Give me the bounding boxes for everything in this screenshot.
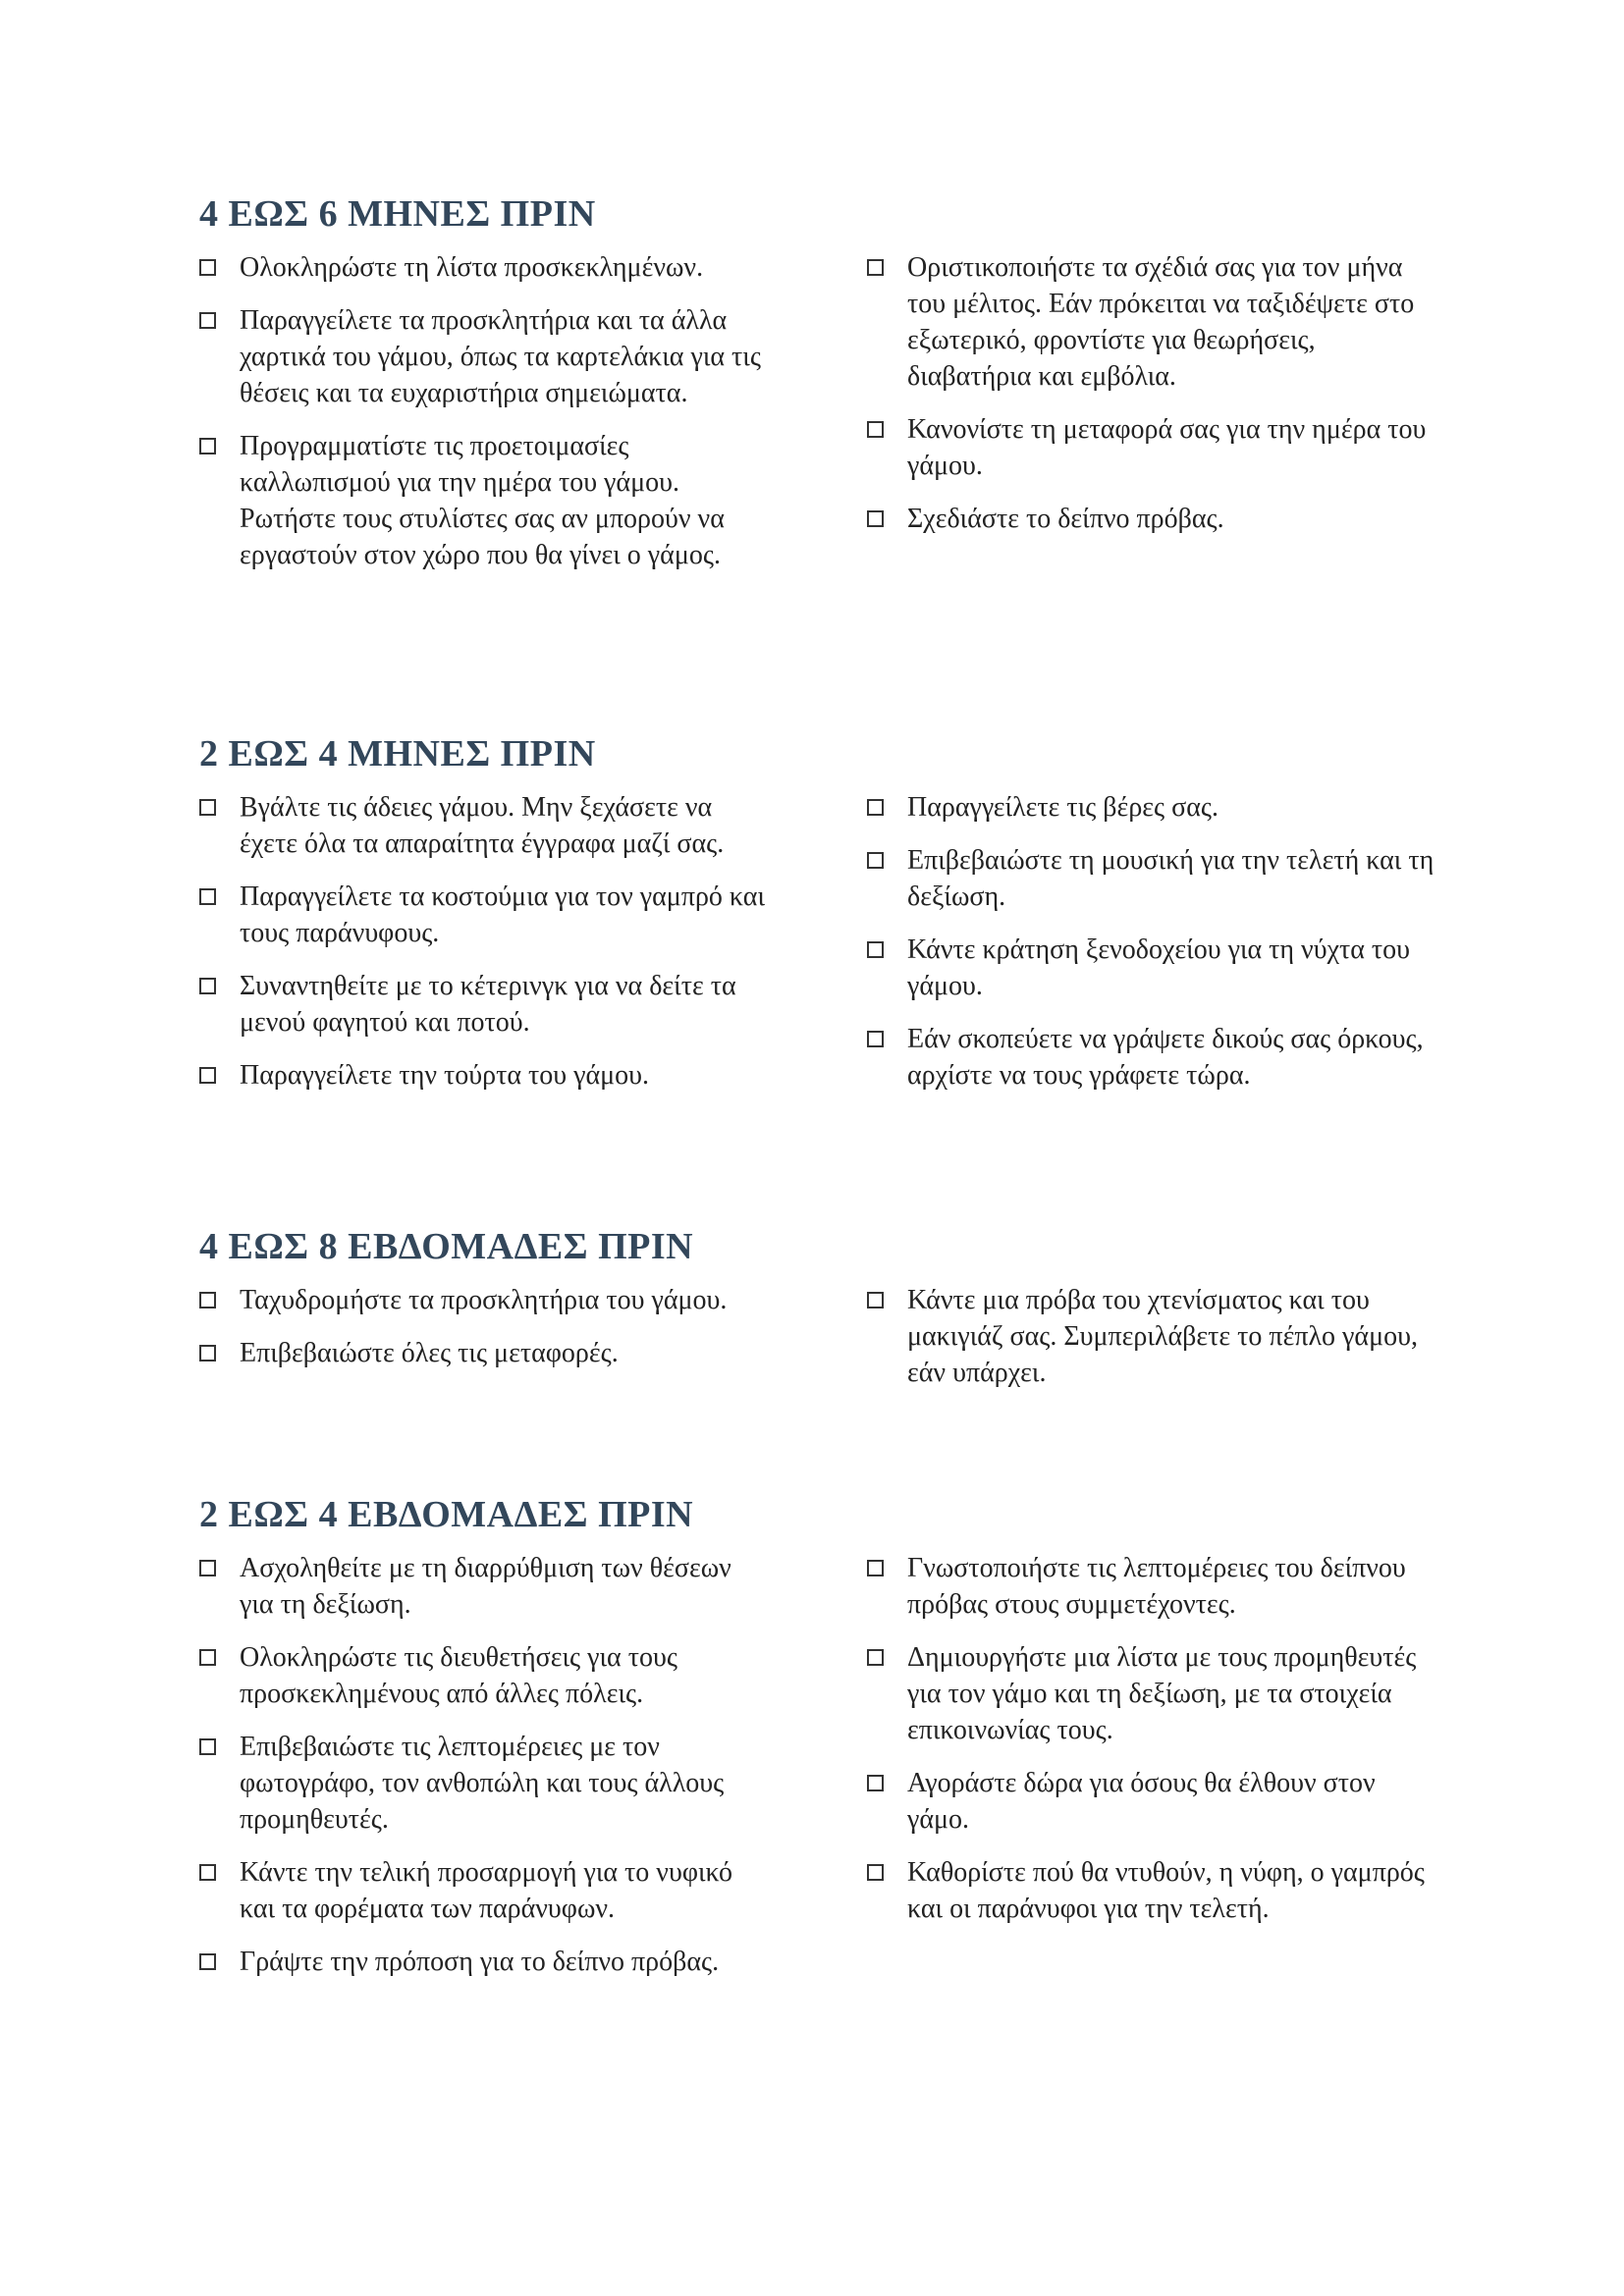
section-2-4-weeks (199, 1493, 1446, 1997)
checklist-item (199, 1854, 769, 1927)
right-column (867, 249, 1436, 590)
checklist-item (867, 1854, 1436, 1927)
checkbox[interactable] (199, 1864, 216, 1881)
checkbox[interactable] (867, 421, 884, 438)
checkbox[interactable] (199, 799, 216, 816)
item-text: Συναντηθείτε με το κέτερινγκ για να δείτε τα μενού φαγητού και ποτού. (240, 971, 736, 1038)
item-text: Εάν σκοπεύετε να γράψετε δικούς σας όρκους, αρχίστε να τους γράφετε τώρα. (907, 1024, 1424, 1091)
item-text: Επιβεβαιώστε όλες τις μεταφορές. (240, 1338, 619, 1368)
checkbox[interactable] (199, 1649, 216, 1666)
item-text: Γνωστοποιήστε τις λεπτομέρειες του δείπνου πρόβας στους συμμετέχοντες. (907, 1553, 1406, 1620)
checkbox[interactable] (867, 1864, 884, 1881)
item-text: Ασχοληθείτε με τη διαρρύθμιση των θέσεων για τη δεξίωση. (240, 1553, 731, 1620)
checklist-item (199, 1057, 769, 1094)
item-text: Καθορίστε πού θα ντυθούν, η νύφη, ο γαμπρός και οι παράνυφοι για την τελετή. (907, 1857, 1425, 1924)
item-text: Παραγγείλετε τα προσκλητήρια και τα άλλα χαρτικά του γάμου, όπως τα καρτελάκια για τις θέσεις και τα ευχαριστήρια σημειώματα. (240, 305, 761, 408)
checkbox[interactable] (867, 259, 884, 276)
checkbox[interactable] (867, 799, 884, 816)
section-title: 2 ΕΩΣ 4 ΜΗΝΕΣ ΠΡΙΝ (199, 733, 596, 774)
item-text: Παραγγείλετε τις βέρες σας. (907, 792, 1218, 823)
left-column (199, 1550, 769, 1997)
right-column (867, 789, 1436, 1110)
item-text: Αγοράστε δώρα για όσους θα έλθουν στον γάμο. (907, 1768, 1376, 1835)
checkbox[interactable] (199, 1738, 216, 1755)
checkbox[interactable] (199, 1953, 216, 1970)
left-column (199, 789, 769, 1110)
checklist-item (867, 1639, 1436, 1748)
item-text: Παραγγείλετε την τούρτα του γάμου. (240, 1060, 650, 1091)
checklist-item (199, 1944, 769, 1980)
section-4-6-months (199, 192, 1446, 590)
item-text: Κάντε μια πρόβα του χτενίσματος και του μακιγιάζ σας. Συμπεριλάβετε το πέπλο γάμου, εάν υπάρχει. (907, 1285, 1418, 1388)
checklist-item (867, 1021, 1436, 1094)
checklist-item (199, 1729, 769, 1838)
section-title: 4 ΕΩΣ 8 ΕΒΔΟΜΑΔΕΣ ΠΡΙΝ (199, 1226, 694, 1267)
item-text: Ολοκληρώστε τις διευθετήσεις για τους προσκεκλημένους από άλλες πόλεις. (240, 1642, 677, 1709)
item-text: Προγραμματίστε τις προετοιμασίες καλλωπισμού για την ημέρα του γάμου. Ρωτήστε τους στυλίστες σας αν μπορούν να εργαστούν στον χώρο που θα γίνει ο γάμος. (240, 431, 725, 570)
section-title: 2 ΕΩΣ 4 ΕΒΔΟΜΑΔΕΣ ΠΡΙΝ (199, 1494, 694, 1535)
item-text: Επιβεβαιώστε τη μουσική για την τελετή και τη δεξίωση. (907, 845, 1435, 912)
checkbox[interactable] (199, 312, 216, 329)
checkbox[interactable] (867, 510, 884, 527)
checkbox[interactable] (199, 1560, 216, 1576)
item-text: Σχεδιάστε το δείπνο πρόβας. (907, 504, 1224, 534)
checkbox[interactable] (199, 978, 216, 994)
section-2-4-months (199, 732, 1446, 1110)
checklist-item (199, 1639, 769, 1712)
checklist-item (867, 411, 1436, 484)
item-text: Ολοκληρώστε τη λίστα προσκεκλημένων. (240, 252, 704, 283)
checkbox[interactable] (867, 1775, 884, 1791)
checkbox[interactable] (867, 1031, 884, 1047)
checklist-item (867, 789, 1436, 826)
checklist-item (199, 428, 769, 573)
item-text: Κάντε την τελική προσαρμογή για το νυφικό και τα φορέματα των παράνυφων. (240, 1857, 733, 1924)
checkbox[interactable] (867, 1560, 884, 1576)
checklist-item (867, 932, 1436, 1004)
item-text: Κανονίστε τη μεταφορά σας για την ημέρα του γάμου. (907, 414, 1427, 481)
checkbox[interactable] (867, 1649, 884, 1666)
checklist-item (199, 879, 769, 951)
section-4-8-weeks (199, 1225, 1446, 1408)
checkbox[interactable] (199, 888, 216, 905)
item-text: Δημιουργήστε μια λίστα με τους προμηθευτές για τον γάμο και τη δεξίωση, με τα στοιχεία επικοινωνίας τους. (907, 1642, 1417, 1745)
checkbox[interactable] (867, 941, 884, 958)
checkbox[interactable] (199, 1292, 216, 1308)
checklist-item (867, 249, 1436, 395)
checklist-item (199, 1282, 769, 1318)
right-column (867, 1282, 1436, 1408)
checklist-item (199, 1550, 769, 1623)
checklist-item (867, 842, 1436, 915)
checklist-item (199, 968, 769, 1041)
item-text: Παραγγείλετε τα κοστούμια για τον γαμπρό και τους παράνυφους. (240, 881, 765, 948)
checklist-item (867, 1282, 1436, 1391)
checkbox[interactable] (199, 438, 216, 454)
checklist-item (867, 1550, 1436, 1623)
checklist-item (199, 249, 769, 286)
item-text: Ταχυδρομήστε τα προσκλητήρια του γάμου. (240, 1285, 728, 1315)
left-column (199, 249, 769, 590)
item-text: Κάντε κράτηση ξενοδοχείου για τη νύχτα του γάμου. (907, 934, 1411, 1001)
right-column (867, 1550, 1436, 1997)
checklist-item (199, 789, 769, 862)
checkbox[interactable] (867, 1292, 884, 1308)
section-title: 4 ΕΩΣ 6 ΜΗΝΕΣ ΠΡΙΝ (199, 193, 596, 235)
checklist-item (867, 501, 1436, 537)
checklist-item (867, 1765, 1436, 1838)
checklist-item (199, 1335, 769, 1371)
checkbox[interactable] (199, 1067, 216, 1084)
checkbox[interactable] (199, 259, 216, 276)
item-text: Βγάλτε τις άδειες γάμου. Μην ξεχάσετε να έχετε όλα τα απαραίτητα έγγραφα μαζί σας. (240, 792, 725, 859)
item-text: Επιβεβαιώστε τις λεπτομέρειες με τον φωτογράφο, τον ανθοπώλη και τους άλλους προμηθευτές. (240, 1732, 725, 1835)
checkbox[interactable] (199, 1345, 216, 1362)
checkbox[interactable] (867, 852, 884, 869)
checklist-item (199, 302, 769, 411)
left-column (199, 1282, 769, 1408)
item-text: Γράψτε την πρόποση για το δείπνο πρόβας. (240, 1947, 720, 1977)
item-text: Οριστικοποιήστε τα σχέδιά σας για τον μήνα του μέλιτος. Εάν πρόκειται να ταξιδέψετε στο εξωτερικό, φροντίστε για θεωρήσεις, διαβατήρια και εμβόλια. (907, 252, 1415, 392)
